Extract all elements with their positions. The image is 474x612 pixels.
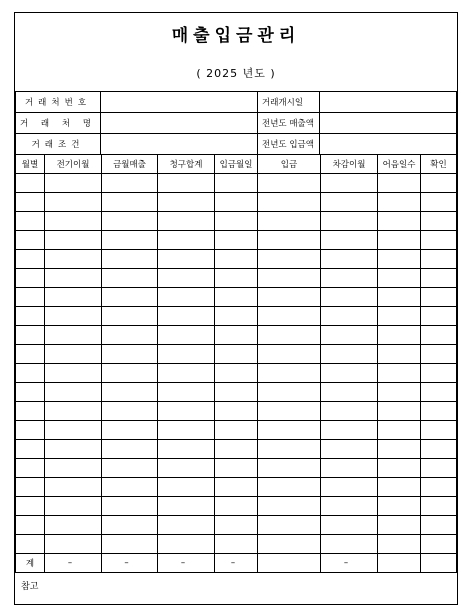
- start-date-field[interactable]: [320, 92, 457, 113]
- page-title: 매출입금관리: [171, 26, 301, 46]
- table-cell[interactable]: [45, 269, 102, 288]
- table-cell[interactable]: [158, 478, 215, 497]
- table-cell[interactable]: [45, 174, 102, 193]
- table-cell[interactable]: [378, 535, 421, 554]
- table-cell[interactable]: [102, 516, 158, 535]
- table-cell[interactable]: [158, 516, 215, 535]
- vendor-number-label: 거래처번호: [16, 92, 101, 113]
- table-cell[interactable]: [45, 250, 102, 269]
- table-cell[interactable]: [421, 497, 457, 516]
- table-row: [16, 174, 457, 193]
- table-cell[interactable]: [102, 269, 158, 288]
- table-cell[interactable]: [158, 250, 215, 269]
- table-row: [16, 440, 457, 459]
- table-cell[interactable]: [158, 535, 215, 554]
- table-cell[interactable]: [258, 288, 321, 307]
- table-cell[interactable]: [258, 516, 321, 535]
- table-cell[interactable]: [102, 383, 158, 402]
- table-cell[interactable]: [16, 421, 45, 440]
- ledger-table: [15, 154, 457, 573]
- table-cell[interactable]: [158, 440, 215, 459]
- table-cell[interactable]: [421, 231, 457, 250]
- table-cell[interactable]: [102, 307, 158, 326]
- col-balance-header: 차감이월: [321, 155, 378, 174]
- table-row: [16, 516, 457, 535]
- table-cell[interactable]: [45, 231, 102, 250]
- table-cell[interactable]: [421, 288, 457, 307]
- table-cell[interactable]: [16, 250, 45, 269]
- table-cell[interactable]: [258, 345, 321, 364]
- table-cell[interactable]: [16, 288, 45, 307]
- table-cell[interactable]: [421, 269, 457, 288]
- col-month-header: 월별: [16, 155, 45, 174]
- table-row: [16, 459, 457, 478]
- total-balance: –: [321, 554, 378, 573]
- table-cell[interactable]: [378, 326, 421, 345]
- col-deposit-date-header: 입금월일: [215, 155, 258, 174]
- table-cell[interactable]: [421, 345, 457, 364]
- table-cell[interactable]: [321, 364, 378, 383]
- total-row: [16, 554, 457, 573]
- total-billing: –: [158, 554, 215, 573]
- table-cell[interactable]: [215, 402, 258, 421]
- table-cell[interactable]: [102, 193, 158, 212]
- table-cell[interactable]: [45, 383, 102, 402]
- table-cell[interactable]: [158, 193, 215, 212]
- table-cell[interactable]: [158, 383, 215, 402]
- total-confirm: [421, 554, 457, 573]
- table-cell[interactable]: [421, 402, 457, 421]
- table-cell[interactable]: [45, 421, 102, 440]
- vendor-info-table: [15, 91, 457, 155]
- total-carryover: –: [45, 554, 102, 573]
- table-cell[interactable]: [321, 288, 378, 307]
- col-deposit-header: 입금: [258, 155, 321, 174]
- table-row: [16, 421, 457, 440]
- table-cell[interactable]: [102, 402, 158, 421]
- table-cell[interactable]: [16, 516, 45, 535]
- table-cell[interactable]: [215, 440, 258, 459]
- total-label: 계: [16, 554, 45, 573]
- table-cell[interactable]: [321, 535, 378, 554]
- table-cell[interactable]: [421, 383, 457, 402]
- table-cell[interactable]: [16, 174, 45, 193]
- table-cell[interactable]: [378, 269, 421, 288]
- table-cell[interactable]: [215, 516, 258, 535]
- table-cell[interactable]: [215, 288, 258, 307]
- table-cell[interactable]: [321, 174, 378, 193]
- table-cell[interactable]: [378, 516, 421, 535]
- table-cell[interactable]: [102, 345, 158, 364]
- table-cell[interactable]: [321, 326, 378, 345]
- table-cell[interactable]: [158, 459, 215, 478]
- table-row: [16, 326, 457, 345]
- table-cell[interactable]: [16, 364, 45, 383]
- table-cell[interactable]: [45, 459, 102, 478]
- table-row: [16, 250, 457, 269]
- table-cell[interactable]: [421, 174, 457, 193]
- table-cell[interactable]: [16, 231, 45, 250]
- table-cell[interactable]: [321, 193, 378, 212]
- table-cell[interactable]: [321, 269, 378, 288]
- table-cell[interactable]: [215, 421, 258, 440]
- table-cell[interactable]: [158, 231, 215, 250]
- table-row: [16, 345, 457, 364]
- table-cell[interactable]: [258, 326, 321, 345]
- table-row: [16, 288, 457, 307]
- table-cell[interactable]: [158, 174, 215, 193]
- table-cell[interactable]: [215, 459, 258, 478]
- table-cell[interactable]: [258, 478, 321, 497]
- table-cell[interactable]: [215, 231, 258, 250]
- table-cell[interactable]: [421, 193, 457, 212]
- table-cell[interactable]: [258, 383, 321, 402]
- table-cell[interactable]: [321, 478, 378, 497]
- table-cell[interactable]: [421, 307, 457, 326]
- table-cell[interactable]: [321, 231, 378, 250]
- table-cell[interactable]: [258, 250, 321, 269]
- table-cell[interactable]: [421, 535, 457, 554]
- table-cell[interactable]: [102, 231, 158, 250]
- table-cell[interactable]: [321, 250, 378, 269]
- total-note-days: [378, 554, 421, 573]
- table-cell[interactable]: [102, 212, 158, 231]
- table-cell[interactable]: [321, 307, 378, 326]
- table-cell[interactable]: [45, 288, 102, 307]
- table-row: [16, 307, 457, 326]
- table-cell[interactable]: [378, 307, 421, 326]
- table-cell[interactable]: [378, 440, 421, 459]
- table-cell[interactable]: [378, 193, 421, 212]
- table-cell[interactable]: [215, 364, 258, 383]
- table-cell[interactable]: [421, 421, 457, 440]
- table-cell[interactable]: [258, 497, 321, 516]
- table-cell[interactable]: [421, 364, 457, 383]
- table-cell[interactable]: [158, 421, 215, 440]
- table-cell[interactable]: [45, 497, 102, 516]
- table-cell[interactable]: [45, 212, 102, 231]
- col-carryover-header: 전기이월: [45, 155, 102, 174]
- total-deposit: [258, 554, 321, 573]
- header-row: [16, 155, 457, 174]
- table-cell[interactable]: [215, 535, 258, 554]
- table-cell[interactable]: [321, 383, 378, 402]
- prev-deposit-field[interactable]: [320, 134, 457, 155]
- table-cell[interactable]: [258, 421, 321, 440]
- table-cell[interactable]: [378, 231, 421, 250]
- table-cell[interactable]: [421, 212, 457, 231]
- table-cell[interactable]: [378, 402, 421, 421]
- vendor-name-field[interactable]: [101, 113, 258, 134]
- table-cell[interactable]: [158, 497, 215, 516]
- table-cell[interactable]: [102, 174, 158, 193]
- table-cell[interactable]: [378, 497, 421, 516]
- total-monthly-sales: –: [102, 554, 158, 573]
- note-box[interactable]: [15, 573, 456, 603]
- table-cell[interactable]: [16, 326, 45, 345]
- table-row: [16, 193, 457, 212]
- table-row: [16, 212, 457, 231]
- table-cell[interactable]: [16, 212, 45, 231]
- table-cell[interactable]: [321, 459, 378, 478]
- table-cell[interactable]: [16, 535, 45, 554]
- table-cell[interactable]: [215, 174, 258, 193]
- table-cell[interactable]: [45, 516, 102, 535]
- table-cell[interactable]: [45, 402, 102, 421]
- table-cell[interactable]: [102, 459, 158, 478]
- table-cell[interactable]: [258, 440, 321, 459]
- table-row: [16, 231, 457, 250]
- table-cell[interactable]: [421, 440, 457, 459]
- info-row: [16, 134, 457, 155]
- table-cell[interactable]: [45, 535, 102, 554]
- table-cell[interactable]: [158, 288, 215, 307]
- table-cell[interactable]: [258, 193, 321, 212]
- table-row: [16, 478, 457, 497]
- start-date-label: 거래개시일: [258, 92, 320, 113]
- table-cell[interactable]: [321, 440, 378, 459]
- table-cell[interactable]: [421, 250, 457, 269]
- total-deposit-date: –: [215, 554, 258, 573]
- table-cell[interactable]: [158, 307, 215, 326]
- table-cell[interactable]: [102, 250, 158, 269]
- table-cell[interactable]: [321, 421, 378, 440]
- table-cell[interactable]: [16, 269, 45, 288]
- note-label: 참고: [21, 582, 39, 592]
- table-cell[interactable]: [45, 345, 102, 364]
- table-cell[interactable]: [378, 174, 421, 193]
- table-cell[interactable]: [258, 307, 321, 326]
- table-cell[interactable]: [321, 345, 378, 364]
- table-cell[interactable]: [258, 212, 321, 231]
- table-cell[interactable]: [102, 288, 158, 307]
- table-cell[interactable]: [421, 516, 457, 535]
- table-cell[interactable]: [321, 516, 378, 535]
- table-cell[interactable]: [16, 459, 45, 478]
- table-cell[interactable]: [45, 364, 102, 383]
- table-cell[interactable]: [16, 497, 45, 516]
- table-cell[interactable]: [158, 402, 215, 421]
- table-cell[interactable]: [378, 421, 421, 440]
- table-cell[interactable]: [215, 307, 258, 326]
- table-cell[interactable]: [102, 440, 158, 459]
- table-cell[interactable]: [378, 383, 421, 402]
- table-cell[interactable]: [158, 345, 215, 364]
- table-cell[interactable]: [378, 364, 421, 383]
- table-cell[interactable]: [258, 231, 321, 250]
- info-row: [16, 113, 457, 134]
- table-cell[interactable]: [45, 478, 102, 497]
- col-billing-total-header: 청구합계: [158, 155, 215, 174]
- table-cell[interactable]: [158, 212, 215, 231]
- table-cell[interactable]: [421, 478, 457, 497]
- table-cell[interactable]: [16, 478, 45, 497]
- table-cell[interactable]: [378, 250, 421, 269]
- table-cell[interactable]: [378, 459, 421, 478]
- col-note-days-header: 어음일수: [378, 155, 421, 174]
- table-cell[interactable]: [378, 345, 421, 364]
- table-cell[interactable]: [258, 174, 321, 193]
- vendor-name-label: 거 래 처 명: [16, 113, 101, 134]
- table-row: [16, 383, 457, 402]
- table-cell[interactable]: [45, 326, 102, 345]
- table-cell[interactable]: [215, 212, 258, 231]
- table-row: [16, 535, 457, 554]
- year-label: ( 2025 년도 ): [196, 67, 276, 80]
- table-cell[interactable]: [16, 383, 45, 402]
- table-cell[interactable]: [258, 459, 321, 478]
- table-cell[interactable]: [102, 326, 158, 345]
- table-row: [16, 497, 457, 516]
- sales-deposit-form: [14, 12, 458, 605]
- table-row: [16, 402, 457, 421]
- table-cell[interactable]: [16, 193, 45, 212]
- table-row: [16, 364, 457, 383]
- terms-label: 거래조건: [16, 134, 101, 155]
- table-cell[interactable]: [258, 402, 321, 421]
- info-row: [16, 92, 457, 113]
- table-cell[interactable]: [16, 402, 45, 421]
- ledger-body: [16, 174, 457, 554]
- table-cell[interactable]: [321, 402, 378, 421]
- table-cell[interactable]: [378, 478, 421, 497]
- table-cell[interactable]: [321, 497, 378, 516]
- table-cell[interactable]: [158, 326, 215, 345]
- terms-field[interactable]: [101, 134, 258, 155]
- table-cell[interactable]: [215, 478, 258, 497]
- table-cell[interactable]: [258, 269, 321, 288]
- vendor-number-field[interactable]: [101, 92, 258, 113]
- table-row: [16, 269, 457, 288]
- table-cell[interactable]: [16, 440, 45, 459]
- table-cell[interactable]: [215, 193, 258, 212]
- table-cell[interactable]: [45, 307, 102, 326]
- table-cell[interactable]: [158, 364, 215, 383]
- table-cell[interactable]: [258, 364, 321, 383]
- table-cell[interactable]: [258, 535, 321, 554]
- table-cell[interactable]: [16, 307, 45, 326]
- table-cell[interactable]: [215, 269, 258, 288]
- table-cell[interactable]: [102, 497, 158, 516]
- table-cell[interactable]: [158, 269, 215, 288]
- table-cell[interactable]: [45, 440, 102, 459]
- table-cell[interactable]: [421, 326, 457, 345]
- table-cell[interactable]: [215, 250, 258, 269]
- table-cell[interactable]: [102, 421, 158, 440]
- col-monthly-sales-header: 금월매출: [102, 155, 158, 174]
- table-cell[interactable]: [16, 345, 45, 364]
- table-cell[interactable]: [215, 383, 258, 402]
- table-cell[interactable]: [378, 212, 421, 231]
- table-cell[interactable]: [421, 459, 457, 478]
- prev-sales-label: 전년도 매출액: [258, 113, 320, 134]
- table-cell[interactable]: [215, 345, 258, 364]
- table-cell[interactable]: [378, 288, 421, 307]
- table-cell[interactable]: [102, 535, 158, 554]
- table-cell[interactable]: [45, 193, 102, 212]
- table-cell[interactable]: [102, 364, 158, 383]
- table-cell[interactable]: [215, 326, 258, 345]
- table-cell[interactable]: [321, 212, 378, 231]
- table-cell[interactable]: [215, 497, 258, 516]
- table-cell[interactable]: [102, 478, 158, 497]
- prev-deposit-label: 전년도 입금액: [258, 134, 320, 155]
- prev-sales-field[interactable]: [320, 113, 457, 134]
- col-confirm-header: 확인: [421, 155, 457, 174]
